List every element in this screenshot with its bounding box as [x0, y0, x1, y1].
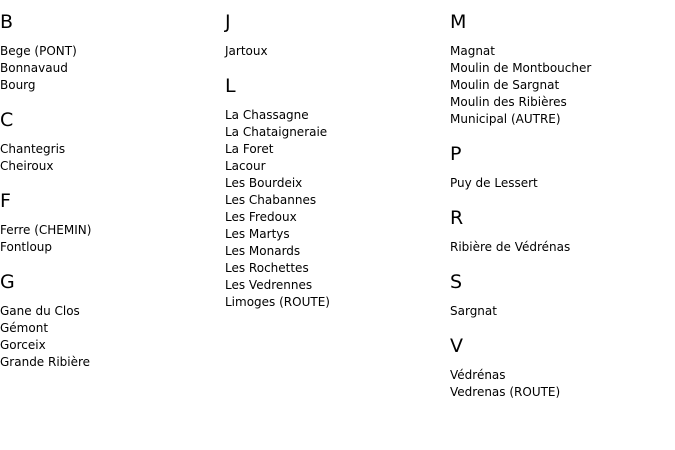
place-link[interactable]: Bonnavaud [0, 61, 68, 75]
place-link[interactable]: La Chassagne [225, 108, 309, 122]
place-list [450, 303, 670, 320]
place-link[interactable]: Les Monards [225, 244, 301, 258]
letter-group-v [450, 334, 670, 401]
letter-heading: L [225, 75, 236, 97]
place-link[interactable]: Moulin de Montboucher [450, 61, 592, 75]
place-link[interactable]: La Foret [225, 142, 274, 156]
letter-heading: B [0, 11, 14, 33]
place-link[interactable]: Municipal (AUTRE) [450, 112, 561, 126]
place-link[interactable]: Magnat [450, 44, 495, 58]
place-link[interactable]: Ribière de Védrénas [450, 240, 571, 254]
place-link[interactable]: Les Chabannes [225, 193, 317, 207]
index-column-3 [450, 10, 670, 415]
place-list [450, 43, 670, 128]
letter-group-g [0, 270, 220, 371]
letter-heading: P [450, 143, 462, 165]
letter-heading: F [0, 190, 11, 212]
place-link[interactable]: Bourg [0, 78, 36, 92]
letter-group-b [0, 10, 220, 94]
place-list [0, 222, 220, 256]
letter-heading: S [450, 271, 463, 293]
place-link[interactable]: Chantegris [0, 142, 66, 156]
place-link[interactable]: Les Rochettes [225, 261, 309, 275]
letter-group-f [0, 189, 220, 256]
place-link[interactable]: Fontloup [0, 240, 53, 254]
place-link[interactable]: Moulin de Sargnat [450, 78, 560, 92]
place-list [450, 175, 670, 192]
index-column-2 [225, 10, 445, 325]
place-link[interactable]: Gane du Clos [0, 304, 80, 318]
place-list [450, 239, 670, 256]
place-link[interactable]: Bege (PONT) [0, 44, 77, 58]
place-link[interactable]: Les Martys [225, 227, 290, 241]
place-list [225, 43, 445, 60]
letter-heading: R [450, 207, 464, 229]
place-link[interactable]: Cheiroux [0, 159, 54, 173]
place-link[interactable]: Puy de Lessert [450, 176, 538, 190]
place-list [0, 303, 220, 371]
letter-group-j [225, 10, 445, 60]
place-link[interactable]: Les Vedrennes [225, 278, 313, 292]
letter-heading: V [450, 335, 463, 357]
letter-heading: J [225, 11, 231, 33]
place-link[interactable]: Védrénas [450, 368, 506, 382]
place-list [0, 43, 220, 94]
place-list [225, 107, 445, 311]
place-list [0, 141, 220, 175]
place-link[interactable]: Moulin des Ribières [450, 95, 567, 109]
place-link[interactable]: Ferre (CHEMIN) [0, 223, 92, 237]
place-link[interactable]: Jartoux [225, 44, 268, 58]
letter-group-m [450, 10, 670, 128]
place-link[interactable]: La Chataigneraie [225, 125, 328, 139]
letter-heading: C [0, 109, 14, 131]
place-link[interactable]: Les Bourdeix [225, 176, 303, 190]
letter-group-c [0, 108, 220, 175]
letter-heading: G [0, 271, 15, 293]
letter-heading: M [450, 11, 467, 33]
place-link[interactable]: Limoges (ROUTE) [225, 295, 330, 309]
letter-group-p [450, 142, 670, 192]
letter-group-l [225, 74, 445, 311]
place-link[interactable]: Les Fredoux [225, 210, 297, 224]
place-link[interactable]: Grande Ribière [0, 355, 91, 369]
place-link[interactable]: Lacour [225, 159, 266, 173]
place-link[interactable]: Vedrenas (ROUTE) [450, 385, 561, 399]
place-link[interactable]: Sargnat [450, 304, 497, 318]
place-link[interactable]: Gorceix [0, 338, 46, 352]
index-column-1 [0, 10, 220, 385]
place-list [450, 367, 670, 401]
letter-group-s [450, 270, 670, 320]
place-link[interactable]: Gémont [0, 321, 49, 335]
letter-group-r [450, 206, 670, 256]
